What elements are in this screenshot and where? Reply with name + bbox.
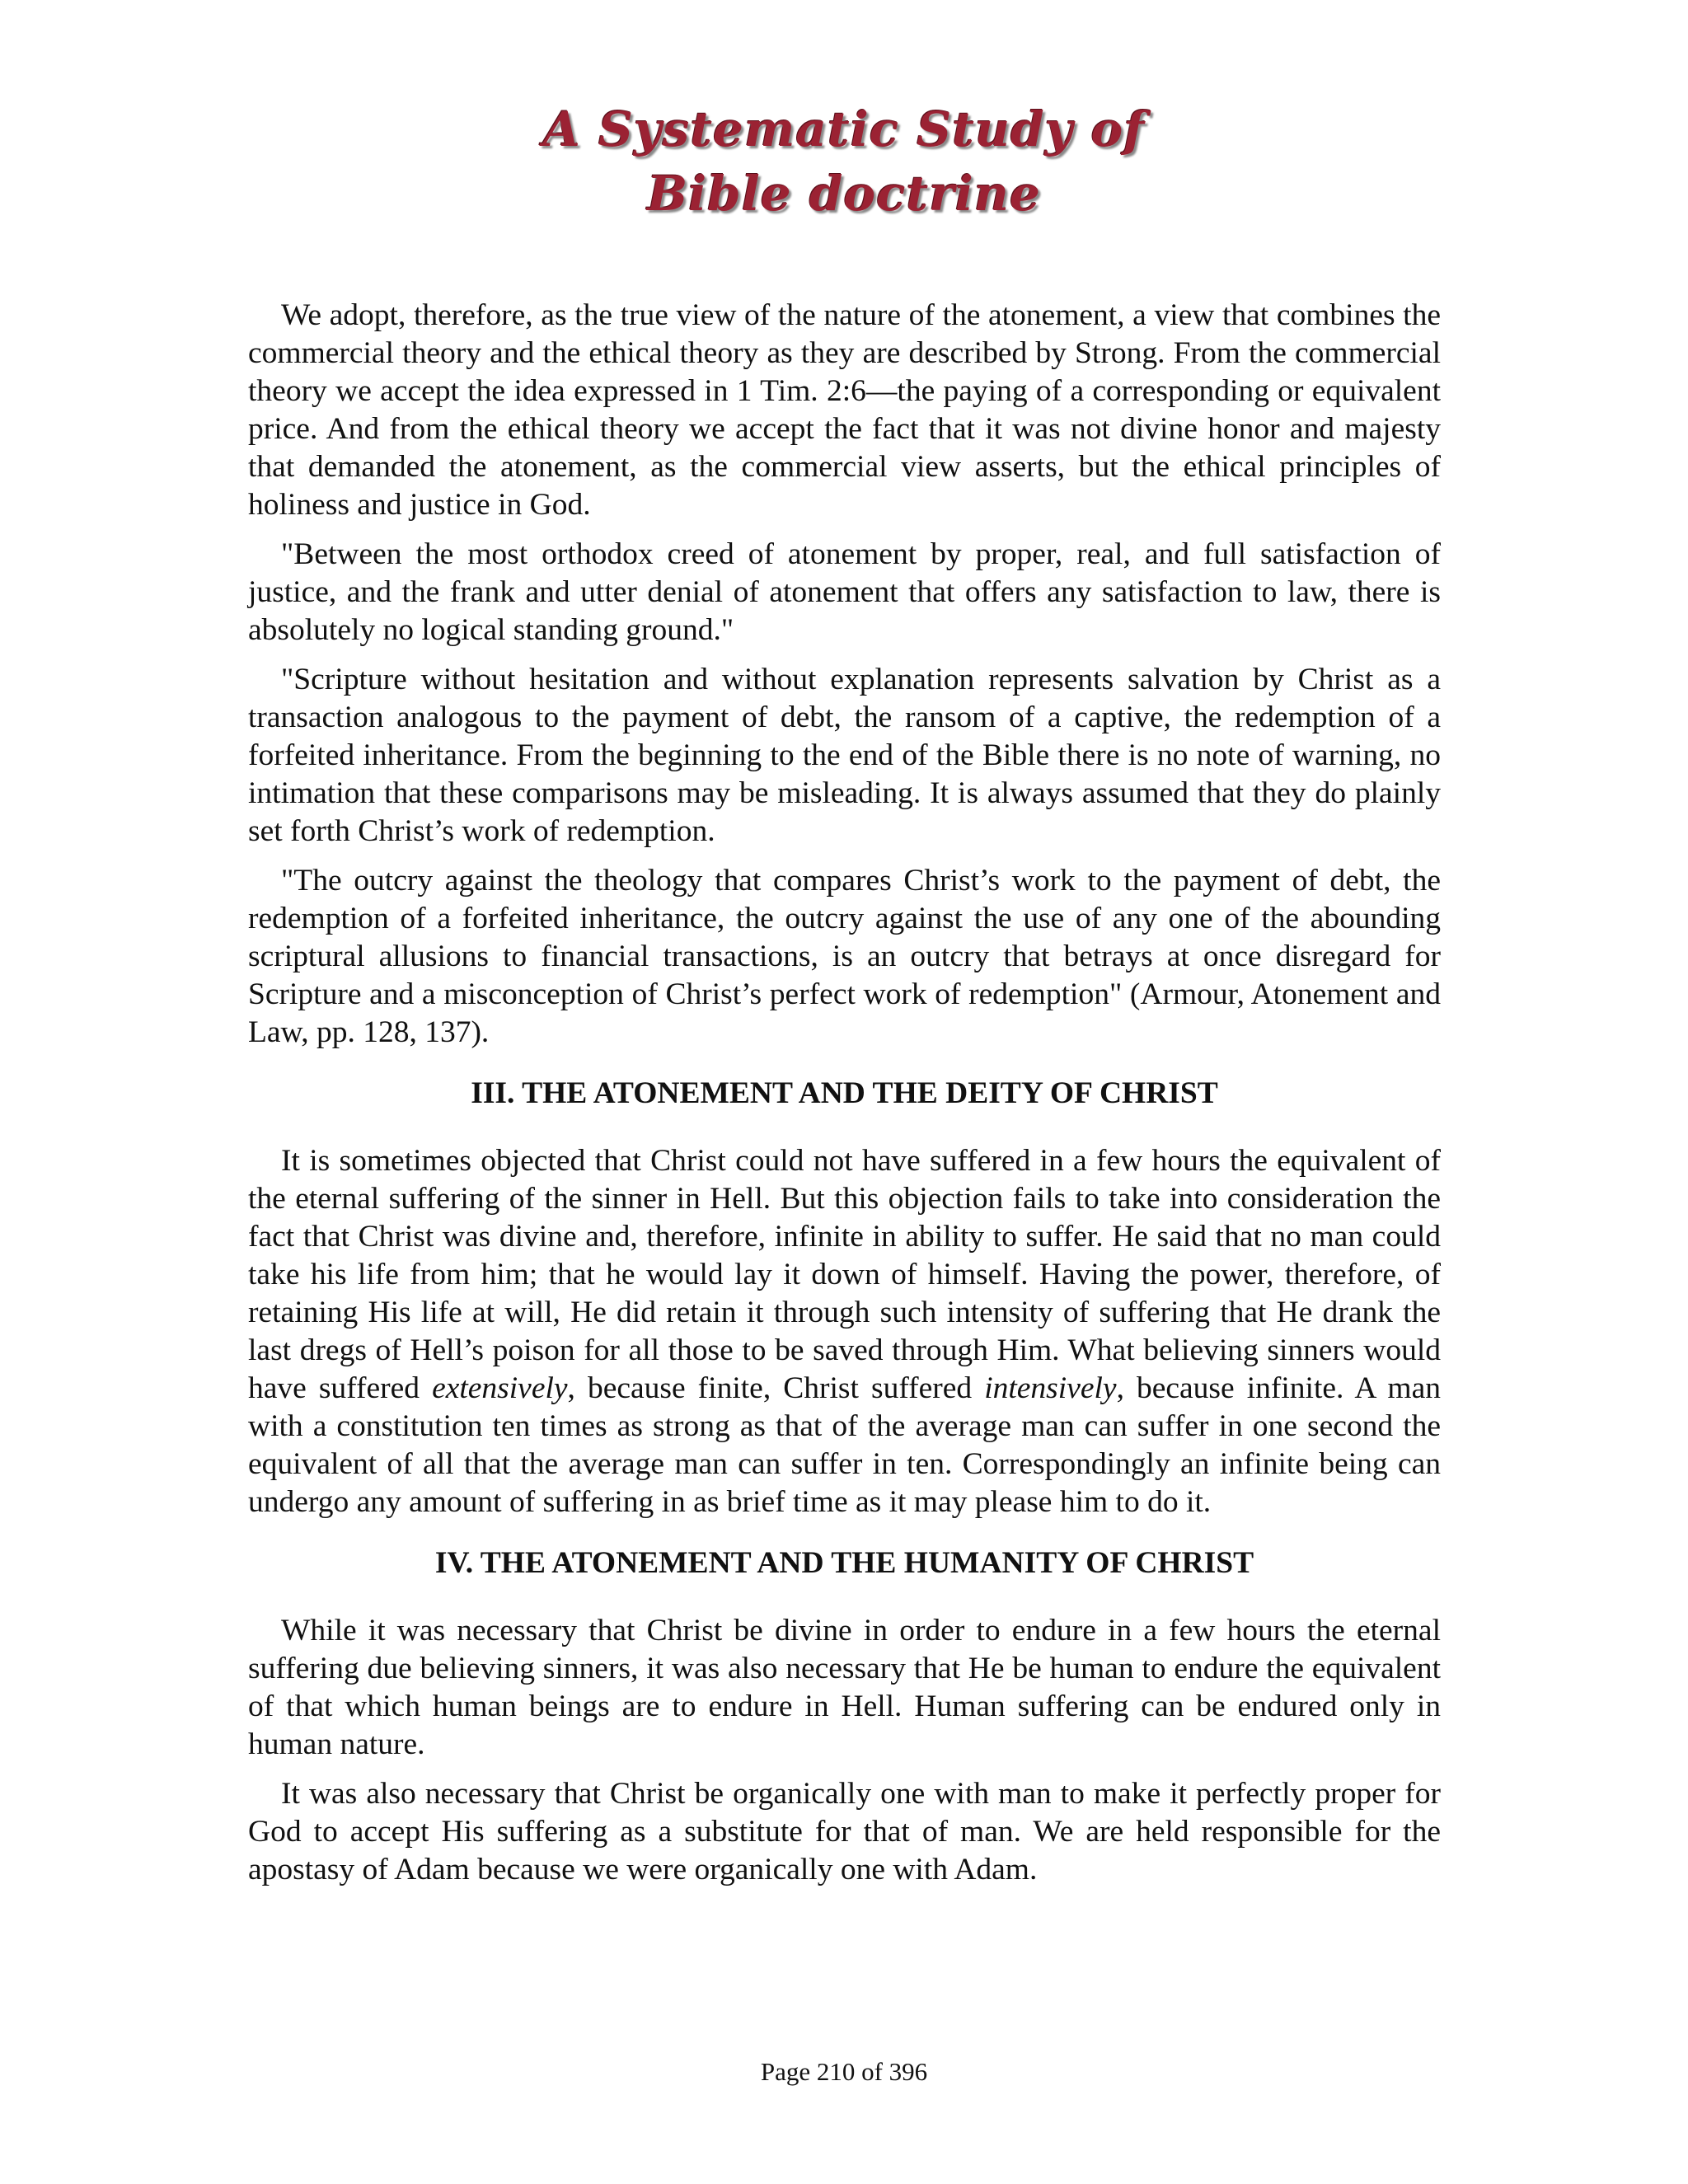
paragraph-3: "Scripture without hesitation and without explanation represents salvation by Christ as a transaction analogous to the payment of debt, the ransom of a captive, the redemption of a forfeited inheritance. From the beginning to the end of the Bible there is no note of warning, no intimation that these comparisons may be misleading. It is always assumed that they do plainly set forth Christ’s work of redemption. (248, 663, 1441, 848)
emphasis-intensively: intensively (984, 1371, 1117, 1405)
paragraph-5-part-c: , because infinite. A man with a constitution ten times as strong as that of the average man can suffer in one second the equivalent of all that the average man can suffer in ten. Correspondingly an infinite being can undergo any amount of suffering in as brief time as it may please him to do it. (248, 1371, 1441, 1519)
logo-line-1: A Systematic Study of (542, 101, 1146, 157)
paragraph-5 (248, 1142, 1441, 1521)
emphasis-extensively: extensively (432, 1371, 568, 1405)
page-number: Page 210 of 396 (760, 2057, 928, 2086)
paragraph-6: While it was necessary that Christ be divine in order to endure in a few hours the eternal suffering due believing sinners, it was also necessary that He be human to endure the equivalent of that which human beings are to endure in Hell. Human suffering can be endured only in human nature. (248, 1614, 1441, 1761)
paragraph-7: It was also necessary that Christ be organically one with man to make it perfectly proper for God to accept His suffering as a substitute for that of man. We are held responsible for the apostasy of Adam because we were organically one with Adam. (248, 1777, 1441, 1886)
book-title-logo (0, 97, 1688, 226)
section-heading-iv: IV. THE ATONEMENT AND THE HUMANITY OF CHRIST (434, 1546, 1254, 1580)
paragraph-1: We adopt, therefore, as the true view of the nature of the atonement, a view that combines the commercial theory and the ethical theory as they are described by Strong. From the commercial theory we accept the idea expressed in 1 Tim. 2:6—the paying of a corresponding or equivalent price. And from the ethical theory we accept the fact that it was not divine honor and majesty that demanded the atonement, as the commercial view asserts, but the ethical principles of holiness and justice in God. (248, 298, 1441, 522)
logo-line-2: Bible doctrine (647, 166, 1041, 222)
page-content (248, 297, 1441, 1900)
paragraph-5-part-b: , because finite, Christ suffered (567, 1371, 985, 1405)
paragraph-5-part-a: It is sometimes objected that Christ could not have suffered in a few hours the equivalent of the eternal suffering of the sinner in Hell. But this objection fails to take into consideration the fact that Christ was divine and, therefore, infinite in ability to suffer. He said that no man could take his life from him; that he would lay it down of himself. Having the power, therefore, of retaining His life at will, He did retain it through such intensity of suffering that He drank the last dregs of Hell’s poison for all those to be saved through Him. What believing sinners would have suffered (248, 1144, 1441, 1405)
paragraph-4: "The outcry against the theology that compares Christ’s work to the payment of debt, the redemption of a forfeited inheritance, the outcry against the use of any one of the abounding scriptural allusions to financial transactions, is an outcry that betrays at once disregard for Scripture and a misconception of Christ’s perfect work of redemption" (Armour, Atonement and Law, pp. 128, 137). (248, 864, 1441, 1049)
paragraph-2: "Between the most orthodox creed of atonement by proper, real, and full satisfaction of justice, and the frank and utter denial of atonement that offers any satisfaction to law, there is absolutely no logical standing ground." (248, 537, 1441, 647)
section-heading-iii: III. THE ATONEMENT AND THE DEITY OF CHRIST (471, 1076, 1218, 1110)
